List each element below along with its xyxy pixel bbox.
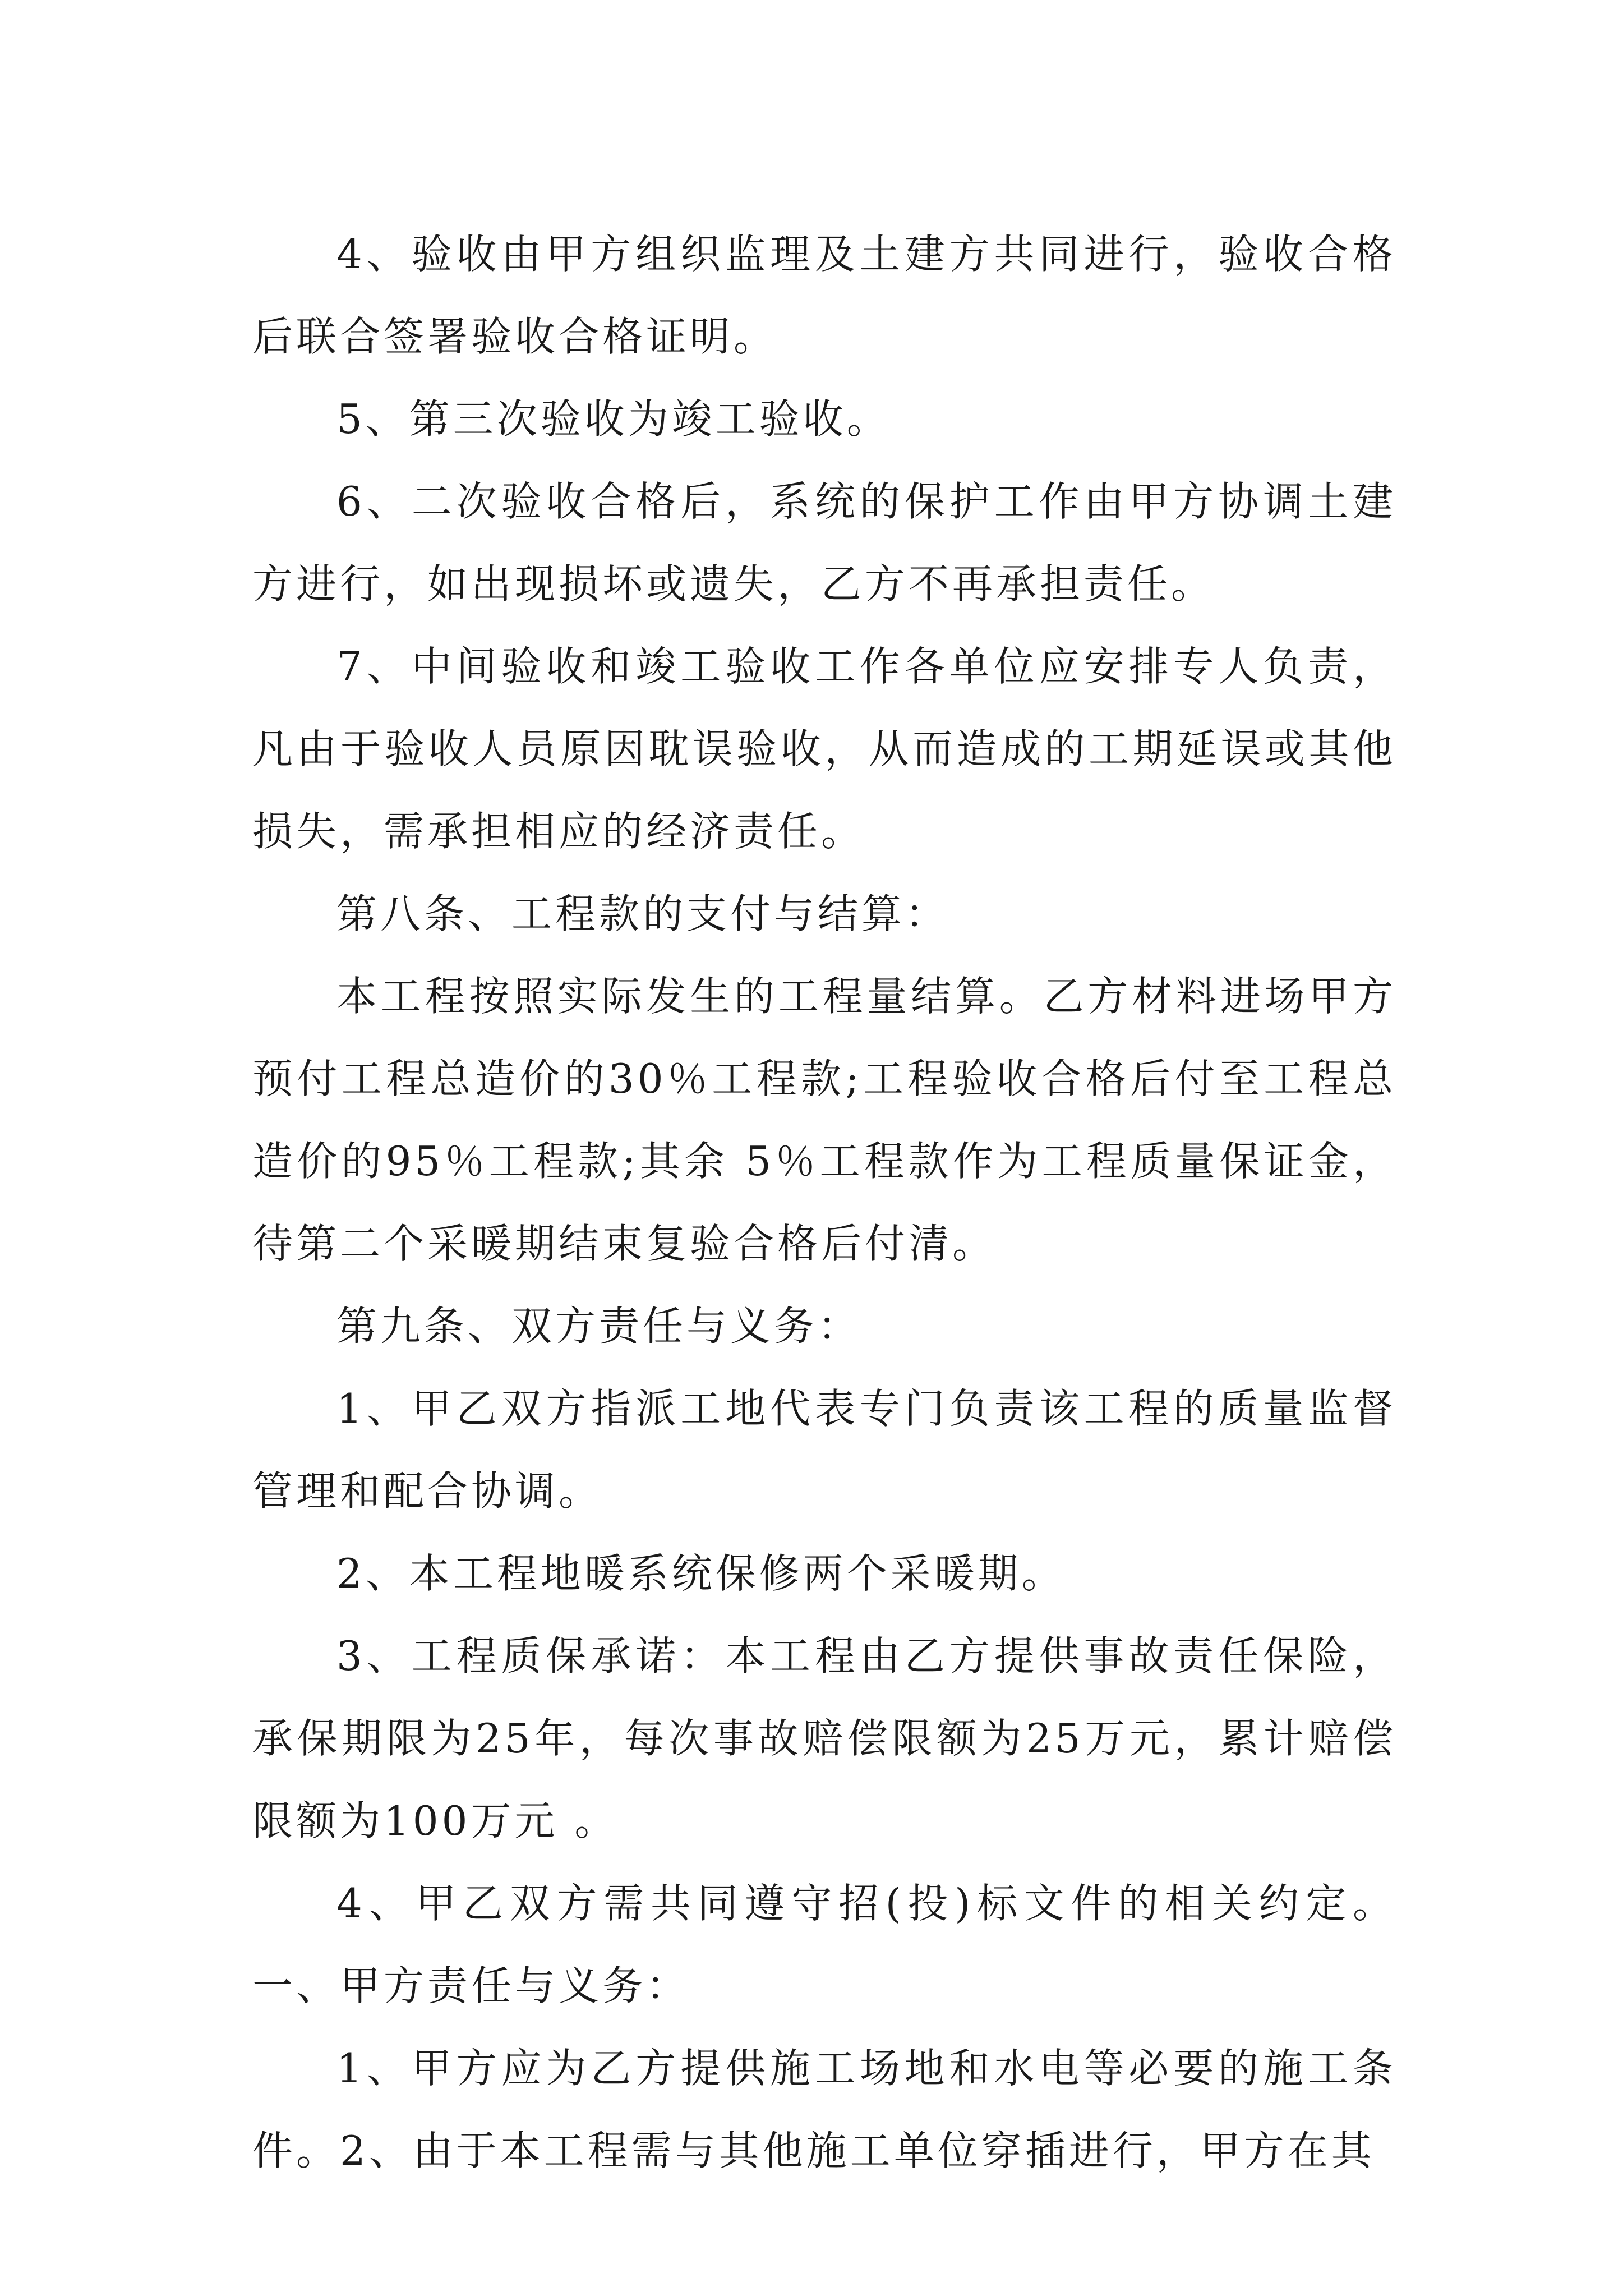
paragraph-acceptance-7: 7、中间验收和竣工验收工作各单位应安排专人负责，凡由于验收人员原因耽误验收，从而造成的工期延误或其他损失，需承担相应的经济责任。 <box>252 643 1396 855</box>
paragraph-party-a-1: 1、甲方应为乙方提供施工场地和水电等必要的施工条件。2、由于本工程需与其他施工单位穿插进行，甲方在其 <box>252 2045 1396 2174</box>
paragraph-duty-2: 2、本工程地暖系统保修两个采暖期。 <box>336 1550 1066 1597</box>
section-heading-article-8: 第八条、工程款的支付与结算： <box>336 890 949 937</box>
paragraph-acceptance-5: 5、第三次验收为竣工验收。 <box>336 395 891 443</box>
paragraph-payment-terms: 本工程按照实际发生的工程量结算。乙方材料进场甲方预付工程总造价的30％工程款;工程验收合格后付至工程总造价的95％工程款;其余 5％工程款作为工程质量保证金，待第二个采暖期结束复验合格后付清。 <box>252 973 1396 1267</box>
paragraph-acceptance-6: 6、二次验收合格后，系统的保护工作由甲方协调土建方进行，如出现损坏或遗失，乙方不再承担责任。 <box>252 478 1396 608</box>
paragraph-duty-3: 3、工程质保承诺：本工程由乙方提供事故责任保险，承保期限为25年，每次事故赔偿限额为25万元，累计赔偿限额为100万元 。 <box>252 1632 1396 1844</box>
document-body <box>252 213 1396 2192</box>
paragraph-acceptance-4: 4、验收由甲方组织监理及土建方共同进行，验收合格后联合签署验收合格证明。 <box>252 231 1396 360</box>
paragraph-duty-1: 1、甲乙双方指派工地代表专门负责该工程的质量监督管理和配合协调。 <box>252 1385 1396 1515</box>
section-heading-article-9: 第九条、双方责任与义务： <box>336 1303 862 1350</box>
paragraph-duty-4: 4、甲乙双方需共同遵守招(投)标文件的相关约定。一、甲方责任与义务： <box>252 1880 1396 2009</box>
